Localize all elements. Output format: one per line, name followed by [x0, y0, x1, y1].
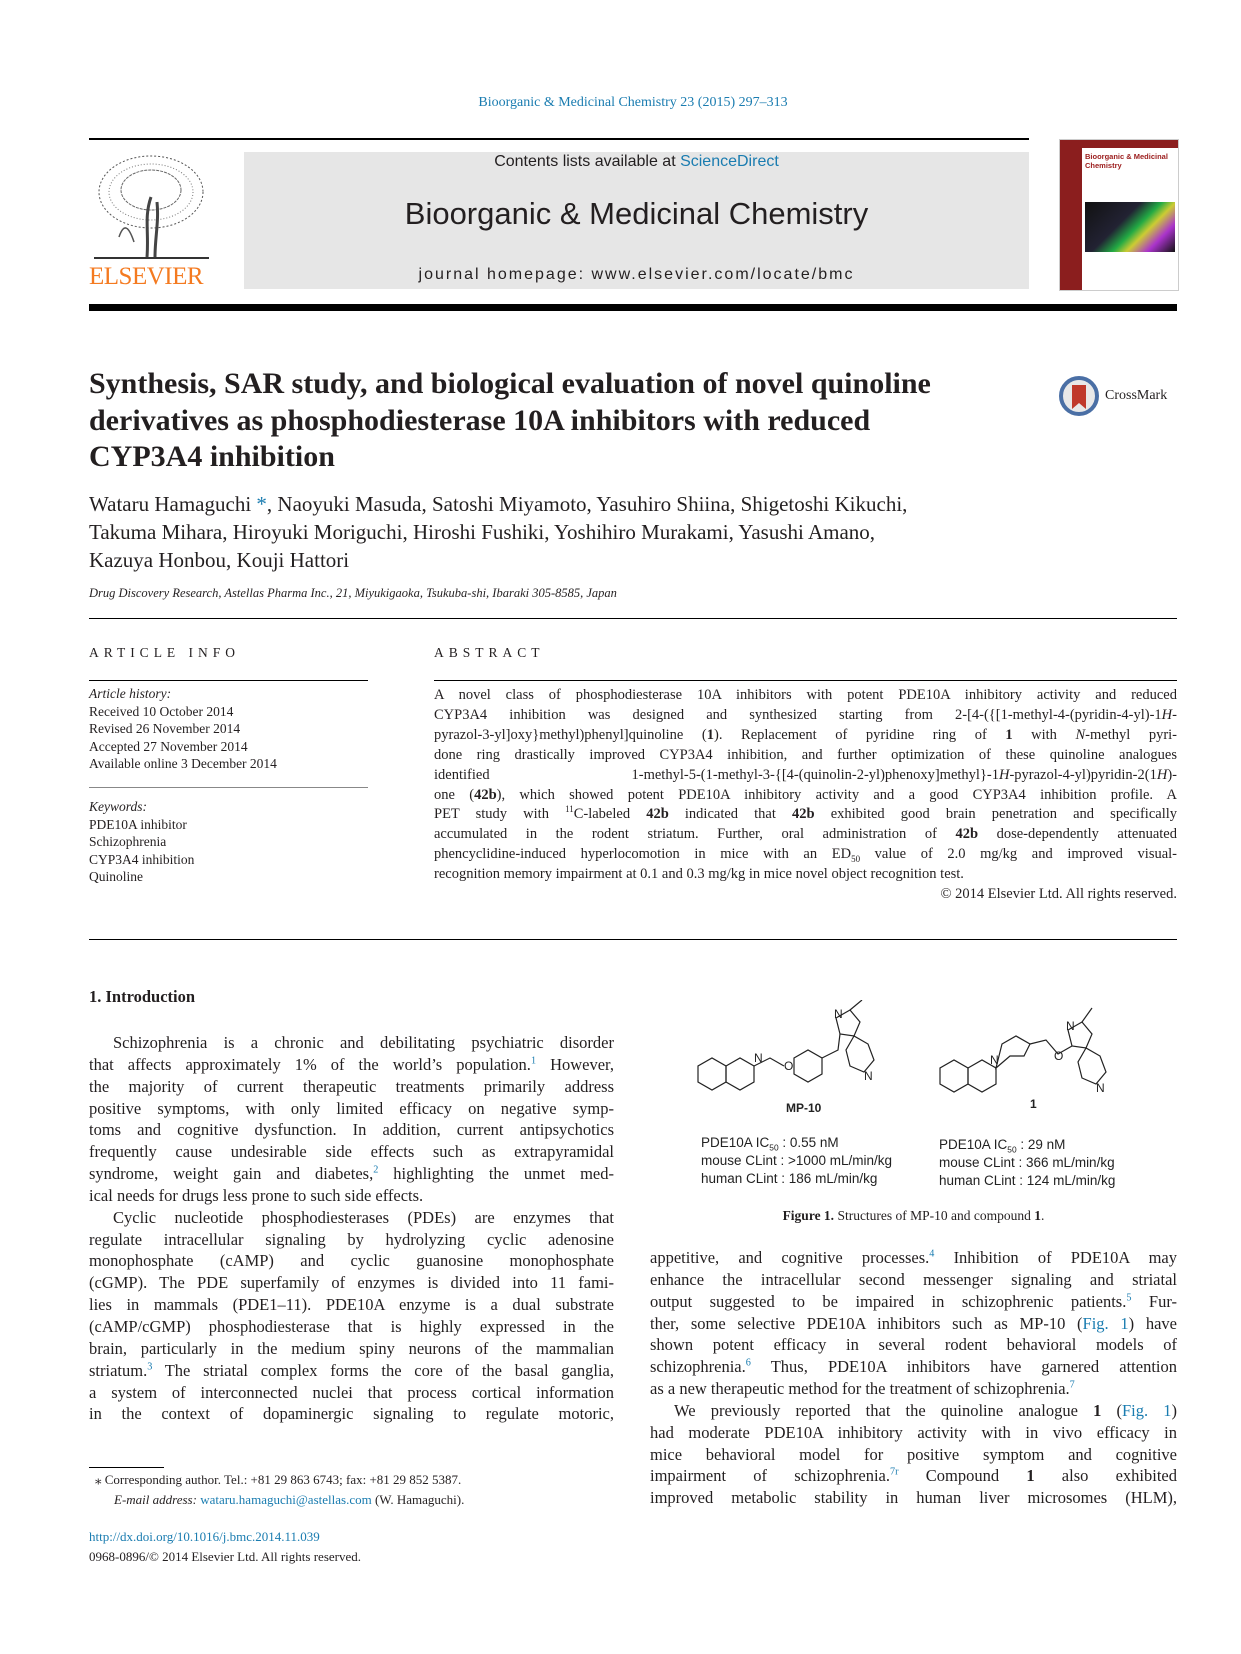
text-run: indicated that: [668, 806, 793, 823]
text-line: [89, 1338, 614, 1360]
caption-label: Figure 1.: [782, 1208, 835, 1223]
text-run: The striatal complex forms the core of the basal ganglia,: [152, 1360, 614, 1380]
article-title: [89, 366, 1019, 476]
text-run: syndrome, weight gain and diabetes,: [89, 1164, 374, 1184]
text-run: enhance the intracellular second messenger signaling and striatal: [650, 1269, 1177, 1289]
text-line: [89, 1032, 614, 1054]
text-run: -pyrazol-4-yl)pyridin-2(1: [1009, 766, 1157, 783]
text-run: accumulated in the rodent striatum. Further, oral administration of: [434, 826, 956, 843]
email-suffix: (W. Hamaguchi).: [371, 1492, 465, 1507]
text-run: CYP3A4 inhibition was designed and synthesized starting from 2-[4-({[1-methyl-4-(pyridin-4-yl)-1: [434, 706, 1162, 723]
doi-block: [89, 1527, 361, 1567]
text-run: H: [1161, 706, 1173, 723]
text-run: schizophrenia.: [650, 1357, 746, 1377]
text-run: shown potent efficacy in several rodent behavioral models of: [650, 1335, 1177, 1355]
reference-link[interactable]: 2: [373, 1164, 379, 1176]
title-line: CYP3A4 inhibition: [89, 440, 335, 473]
section-rule: [89, 618, 1177, 619]
paragraph: [650, 1247, 1177, 1400]
mp10-structure: [698, 1000, 874, 1090]
paragraph: [89, 1207, 614, 1425]
ic50-subscript: 50: [1007, 1144, 1017, 1155]
text-line: [89, 1272, 614, 1294]
header-rule: [89, 138, 1029, 140]
abstract-rule: [434, 680, 1177, 681]
compound-label: 1: [1030, 1097, 1037, 1111]
contents-line: [244, 152, 1029, 172]
text-run: 42b: [792, 806, 815, 823]
text-run: monophosphate (cAMP) and cyclic guanosine monophosphate: [89, 1251, 614, 1271]
text-line: [434, 746, 1177, 766]
text-run: Fur-: [1131, 1291, 1178, 1311]
reference-link[interactable]: 6: [745, 1357, 751, 1369]
text-run: Schizophrenia is a chronic and debilitating psychiatric disorder: [113, 1033, 614, 1052]
text-run: 42b: [955, 826, 979, 843]
text-run: ical needs for drugs less prone to such side effects.: [89, 1185, 424, 1205]
text-run: -: [1172, 706, 1177, 723]
text-line: [89, 1316, 614, 1338]
footnote-rule: [89, 1467, 164, 1468]
text-run: Cyclic nucleotide phosphodiesterases (PDEs) are enzymes that: [113, 1207, 614, 1227]
text-run: H: [1156, 766, 1168, 783]
cover-title: Bioorganic & Medicinal Chemistry: [1085, 152, 1168, 170]
author-line: [89, 546, 1179, 574]
sciencedirect-link[interactable]: ScienceDirect: [680, 153, 779, 170]
text-run: (cGMP). The PDE superfamily of enzymes is divided into 11 fami-: [89, 1273, 614, 1293]
text-line: [434, 706, 1177, 726]
text-run: ), which showed potent PDE10A inhibitory activity and a good CYP3A4 inhibition profile. A: [496, 786, 1177, 803]
doi-link[interactable]: http://dx.doi.org/10.1016/j.bmc.2014.11.039: [89, 1529, 320, 1544]
text-line: [650, 1465, 1177, 1487]
text-line: [89, 1403, 614, 1425]
history-item: Received 10 October 2014: [89, 703, 234, 719]
atom-label: N: [1096, 1081, 1105, 1095]
text-line: [89, 1207, 614, 1229]
corresponding-author-link[interactable]: *: [256, 492, 267, 516]
text-run: 1: [1093, 1400, 1102, 1420]
text-run: regulate intracellular signaling by hydrolyzing cyclic adenosine: [89, 1229, 614, 1249]
human-clint: human CLint : 124 mL/min/kg: [939, 1173, 1116, 1188]
text-run: improved metabolic stability in human liver microsomes (HLM),: [650, 1488, 1177, 1508]
text-run: 50: [851, 854, 861, 865]
text-line: [89, 1141, 614, 1163]
text-run: impairment of schizophrenia.: [650, 1466, 891, 1486]
text-run: positive symptoms, with only limited efficacy on negative symp-: [89, 1098, 614, 1118]
text-line: [434, 865, 1177, 885]
contents-prefix: Contents lists available at: [494, 153, 681, 170]
copyright: © 2014 Elsevier Ltd. All rights reserved.: [940, 886, 1177, 903]
text-run: mice behavioral model for positive symptom and cognitive: [650, 1444, 1177, 1464]
text-run: 1: [1005, 726, 1013, 743]
text-run: Compound: [898, 1466, 1027, 1486]
title-line: derivatives as phosphodiesterase 10A inhibitors with reduced: [89, 403, 871, 437]
ic50-value: : 29 nM: [1016, 1137, 1066, 1152]
atom-label: N: [1066, 1019, 1075, 1033]
text-line: [434, 766, 1177, 786]
keyword: CYP3A4 inhibition: [89, 851, 195, 867]
mp10-properties: [701, 1134, 892, 1188]
text-line: [650, 1313, 1177, 1335]
text-run: in the context of dopaminergic signaling to regulate motoric,: [89, 1404, 614, 1424]
compound1-properties: [939, 1136, 1115, 1190]
text-line: [89, 1294, 614, 1316]
text-run: 1: [1026, 1466, 1035, 1486]
history-item: Available online 3 December 2014: [89, 756, 277, 772]
text-line: [650, 1269, 1177, 1291]
text-run: identified 1-methyl-5-(1-methyl-3-{[4-(quinolin-2-yl)phenoxy]methyl}-1: [434, 766, 999, 783]
elsevier-wordmark: ELSEVIER: [89, 263, 204, 290]
reference-link[interactable]: 1: [530, 1055, 537, 1067]
reference-link[interactable]: 7: [1069, 1379, 1075, 1391]
paragraph: [650, 1400, 1177, 1509]
keywords: [89, 798, 194, 886]
text-run: ): [1171, 1400, 1178, 1420]
text-run: brain, particularly in the medium spiny neurons of the mammalian: [89, 1338, 614, 1358]
crossmark-badge[interactable]: [1059, 376, 1167, 416]
article-info-heading: ARTICLE INFO: [89, 645, 241, 660]
text-run: Takuma Mihara, Hiroyuki Moriguchi, Hiroshi Fushiki, Yoshihiro Murakami, Yasushi Amano,: [89, 520, 876, 544]
history-item: Revised 26 November 2014: [89, 721, 241, 737]
ic50-label: PDE10A IC: [701, 1135, 770, 1150]
text-line: [434, 825, 1177, 845]
history-item: Accepted 27 November 2014: [89, 738, 248, 754]
text-run: 42b: [646, 806, 669, 823]
crossmark-icon: [1059, 376, 1099, 416]
text-line: [89, 1185, 614, 1207]
text-line: [650, 1400, 1177, 1422]
text-run: value of 2.0 mg/kg and improved visual-: [860, 846, 1178, 863]
text-line: [434, 726, 1177, 746]
reference-link[interactable]: 7r: [890, 1466, 899, 1478]
text-line: [650, 1334, 1177, 1356]
text-run: N: [1075, 726, 1086, 743]
atom-label: N: [754, 1051, 763, 1065]
caption-end: .: [1041, 1208, 1045, 1223]
text-run: (cAMP/cGMP) phosphodiesterase that is highly expressed in the: [89, 1316, 614, 1336]
text-run: done ring drastically improved CYP3A4 inhibition, and further optimization of these quinoline analogues: [434, 746, 1177, 763]
article-history: [89, 685, 277, 773]
text-run: the majority of current therapeutic treatments primarily address: [89, 1076, 614, 1096]
text-run: ) have: [1128, 1313, 1177, 1333]
atom-label: N: [990, 1053, 999, 1067]
text-run: frequently cause undesirable side effects such as extrapyramidal: [89, 1142, 614, 1162]
text-line: [89, 1098, 614, 1120]
reference-link[interactable]: 5: [1126, 1292, 1132, 1304]
text-run: also exhibited: [1034, 1466, 1178, 1486]
text-run: PET study with: [434, 806, 566, 823]
text-line: [89, 1054, 614, 1076]
footnote: [89, 1470, 464, 1510]
text-line: [89, 1163, 614, 1185]
mouse-clint: mouse CLint : >1000 mL/min/kg: [701, 1153, 892, 1168]
text-run: -methyl pyri-: [1085, 726, 1178, 743]
text-run: (: [1101, 1400, 1122, 1420]
text-run: that affects approximately 1% of the world’s population.: [89, 1054, 531, 1074]
text-run: 1: [706, 726, 715, 743]
text-run: , Naoyuki Masuda, Satoshi Miyamoto, Yasuhiro Shiina, Shigetoshi Kikuchi,: [266, 492, 908, 516]
keywords-label: Keywords:: [89, 799, 147, 814]
caption-compound: 1: [1034, 1208, 1042, 1223]
keyword: PDE10A inhibitor: [89, 816, 187, 832]
text-run: lies in mammals (PDE1–11). PDE10A enzyme is a dual substrate: [89, 1295, 614, 1315]
reference-link[interactable]: 4: [929, 1248, 935, 1260]
text-run: appetitive, and cognitive processes.: [650, 1248, 930, 1267]
text-line: [89, 1076, 614, 1098]
text-run: However,: [536, 1054, 615, 1074]
inline-link[interactable]: Fig. 1: [1121, 1400, 1172, 1420]
text-line: [434, 805, 1177, 825]
elsevier-tree-logo: [89, 152, 214, 262]
journal-citation[interactable]: Bioorganic & Medicinal Chemistry 23 (2015) 297–313: [478, 95, 788, 110]
keyword: Schizophrenia: [89, 834, 167, 850]
text-line: [89, 1250, 614, 1272]
text-line: [434, 686, 1177, 706]
crossmark-label: CrossMark: [1105, 388, 1168, 403]
journal-homepage[interactable]: journal homepage: www.elsevier.com/locate/bmc: [418, 266, 855, 283]
header-thick-bar: [89, 304, 1177, 311]
text-line: [89, 1229, 614, 1251]
text-run: highlighting the unmet med-: [378, 1164, 614, 1184]
text-run: )-: [1167, 766, 1177, 783]
compound-label: MP-10: [786, 1101, 822, 1115]
text-line: [650, 1378, 1177, 1400]
text-run: pyrazol-3-yl]oxy}methyl)phenyl]quinoline (: [434, 726, 707, 743]
text-line: [434, 786, 1177, 806]
author-list: [89, 490, 1179, 574]
body-left-column: [89, 1032, 614, 1425]
text-line: [650, 1356, 1177, 1378]
text-line: [89, 1360, 614, 1382]
atom-label: N: [864, 1069, 873, 1083]
text-run: output suggested to be impaired in schizophrenic patients.: [650, 1291, 1127, 1311]
journal-cover-image: [1059, 139, 1179, 291]
text-run: C-labeled: [573, 806, 647, 823]
text-run: as a new therapeutic method for the treatment of schizophrenia.: [650, 1379, 1070, 1399]
text-run: a system of interconnected nuclei that process cortical information: [89, 1382, 614, 1402]
text-run: toms and cognitive dysfunction. In addition, current antipsychotics: [89, 1120, 614, 1140]
text-run: had moderate PDE10A inhibitory activity with in vivo efficacy in: [650, 1422, 1177, 1442]
compound1-structure: [940, 1008, 1106, 1092]
text-run: Thus, PDE10A inhibitors have garnered attention: [750, 1357, 1177, 1377]
paragraph: [89, 1032, 614, 1207]
ic50-label: PDE10A IC: [939, 1137, 1008, 1152]
caption-text: Structures of MP-10 and compound: [834, 1208, 1035, 1223]
affiliation: Drug Discovery Research, Astellas Pharma Inc., 21, Miyukigaoka, Tsukuba-shi, Ibaraki 305-8585, Japan: [89, 586, 617, 600]
email-label: E-mail address:: [114, 1492, 201, 1507]
text-run: exhibited good brain penetration and specifically: [814, 806, 1178, 823]
text-run: recognition memory impairment at 0.1 and 0.3 mg/kg in mice novel object recognition test.: [434, 866, 964, 883]
text-run: ). Replacement of pyridine ring of: [714, 726, 1006, 743]
journal-title: Bioorganic & Medicinal Chemistry: [404, 196, 869, 231]
text-run: Kazuya Honbou, Kouji Hattori: [89, 548, 350, 572]
ic50-subscript: 50: [769, 1142, 779, 1153]
human-clint: human CLint : 186 mL/min/kg: [701, 1171, 878, 1186]
text-run: dose-dependently attenuated: [978, 826, 1177, 843]
text-run: one (: [434, 786, 475, 803]
section-rule: [89, 939, 1177, 940]
keywords-rule: [89, 787, 368, 788]
footnote-star: ⁎: [95, 1472, 102, 1487]
history-label: Article history:: [89, 686, 172, 701]
issn: 0968-0896/© 2014 Elsevier Ltd. All rights reserved.: [89, 1549, 361, 1564]
abstract-text: [434, 686, 1177, 905]
text-run: We previously reported that the quinoline analogue: [674, 1400, 1094, 1420]
corresponding-author: Corresponding author. Tel.: +81 29 863 6743; fax: +81 29 852 5387.: [101, 1472, 462, 1487]
atom-label: O: [1054, 1049, 1064, 1063]
text-run: striatum.: [89, 1360, 148, 1380]
figure-caption: [650, 1208, 1177, 1224]
title-line: Synthesis, SAR study, and biological evaluation of novel quinoline: [89, 367, 931, 400]
text-line: [434, 845, 1177, 865]
text-run: with: [1012, 726, 1076, 743]
reference-link[interactable]: 3: [147, 1361, 153, 1373]
text-run: H: [998, 766, 1010, 783]
inline-link[interactable]: Fig. 1: [1082, 1313, 1129, 1333]
author-line: [89, 518, 1179, 546]
email-link[interactable]: wataru.hamaguchi@astellas.com: [200, 1492, 372, 1507]
author-line: [89, 490, 1179, 518]
text-run: Wataru Hamaguchi: [89, 492, 257, 516]
atom-label: N: [834, 1007, 843, 1021]
text-run: 11: [565, 804, 574, 815]
text-run: ther, some selective PDE10A inhibitors such as MP-10 (: [650, 1313, 1083, 1333]
section-heading: 1. Introduction: [89, 987, 196, 1006]
text-run: A novel class of phosphodiesterase 10A inhibitors with potent PDE10A inhibitory activity and reduced: [434, 687, 1177, 703]
mouse-clint: mouse CLint : 366 mL/min/kg: [939, 1155, 1115, 1170]
keyword: Quinoline: [89, 869, 143, 885]
text-line: [89, 1119, 614, 1141]
abstract-heading: ABSTRACT: [434, 645, 545, 660]
text-line: [650, 1422, 1177, 1444]
text-line: [650, 1444, 1177, 1466]
article-info-rule: [89, 680, 368, 681]
text-run: phencyclidine-induced hyperlocomotion in mice with an ED: [434, 846, 852, 863]
text-run: 42b: [474, 786, 497, 803]
text-line: [650, 1247, 1177, 1269]
atom-label: O: [784, 1059, 794, 1073]
text-line: [650, 1291, 1177, 1313]
text-run: Inhibition of PDE10A may: [934, 1248, 1177, 1267]
ic50-value: : 0.55 nM: [778, 1135, 839, 1150]
body-right-column: [650, 1247, 1177, 1509]
figure-1-structures: [690, 1000, 1170, 1115]
text-line: [650, 1487, 1177, 1509]
text-line: [89, 1382, 614, 1404]
